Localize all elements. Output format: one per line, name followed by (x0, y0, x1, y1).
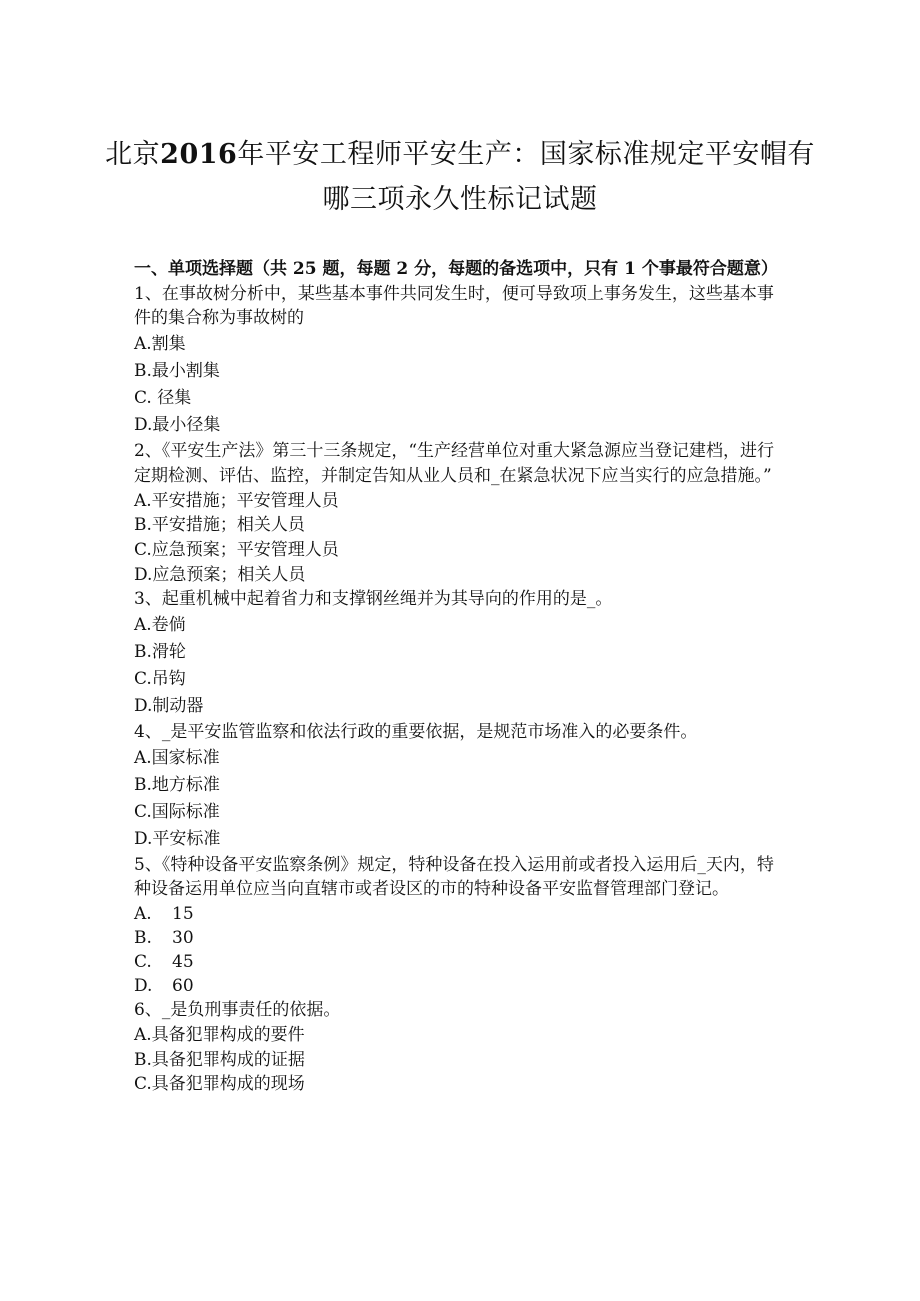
option-b: B.具备犯罪构成的证据 (134, 1049, 305, 1070)
option-a (134, 902, 784, 926)
question-text: 3、起重机械中起着省力和支撑钢丝绳并为其导向的作用的是_。 (134, 589, 613, 610)
option-b: B.地方标准 (134, 774, 220, 795)
option-value: 45 (172, 952, 194, 973)
question-5 (134, 853, 784, 998)
option-d: D.制动器 (134, 696, 204, 717)
question-text: 6、_是负刑事责任的依据。 (134, 1000, 341, 1021)
option-c: C. 径集 (134, 388, 192, 409)
question-6 (134, 998, 784, 1097)
option-c: C.具备犯罪构成的现场 (134, 1074, 305, 1095)
page-title-line-1 (100, 135, 820, 175)
document-body (134, 257, 784, 1097)
question-text: 5、《特种设备平安监察条例》规定，特种设备在投入运用前或者投入运用后_天内，特种设备运用单位应当向直辖市或者设区的市的特种设备平安监督管理部门登记。 (134, 854, 774, 900)
option-label: D. (134, 976, 153, 997)
option-value: 15 (172, 904, 194, 925)
question-text: 4、_是平安监管监察和依法行政的重要依据，是规范市场准入的必要条件。 (134, 722, 698, 743)
option-a: A.平安措施；平安管理人员 (134, 490, 339, 511)
question-1 (134, 282, 784, 439)
question-3 (134, 587, 784, 720)
question-2 (134, 439, 784, 587)
option-a: A.具备犯罪构成的要件 (134, 1024, 305, 1045)
option-a: A.割集 (134, 334, 186, 355)
option-d: D.最小径集 (134, 415, 221, 436)
option-label: C. (134, 952, 152, 973)
title-prefix: 北京 (105, 139, 161, 170)
option-label: B. (134, 928, 152, 949)
section-heading: 一、单项选择题（共 25 题，每题 2 分，每题的备选项中，只有 1 个事最符合题意） (134, 259, 778, 279)
option-c: C.应急预案；平安管理人员 (134, 539, 339, 560)
option-value: 30 (172, 928, 194, 949)
option-d: D.应急预案；相关人员 (134, 564, 306, 585)
option-b: B.滑轮 (134, 642, 186, 663)
question-text: 1、在事故树分析中，某些基本事件共同发生时，便可导致项上事务发生，这些基本事件的集合称为事故树的 (134, 283, 774, 329)
question-text: 2、《平安生产法》第三十三条规定，“生产经营单位对重大紧急源应当登记建档，进行定期检测、评估、监控，并制定告知从业人员和_在紧急状况下应当实行的应急措施。” (134, 441, 775, 486)
option-label: A. (134, 904, 152, 925)
page-title-line-2: 哪三项永久性标记试题 (322, 184, 598, 215)
option-b: B.平安措施；相关人员 (134, 515, 305, 536)
option-a: A.卷倘 (134, 615, 186, 636)
option-value: 60 (172, 976, 194, 997)
question-4 (134, 720, 784, 853)
title-suffix: 年平安工程师平安生产：国家标准规定平安帽有 (237, 139, 815, 170)
option-c: C.吊钩 (134, 669, 186, 690)
option-d: D.平安标准 (134, 828, 221, 849)
option-a: A.国家标准 (134, 747, 220, 768)
title-year: 2016 (160, 139, 238, 170)
option-c: C.国际标准 (134, 801, 220, 822)
option-b (134, 926, 784, 950)
option-c (134, 950, 784, 974)
option-d (134, 974, 784, 998)
option-b: B.最小割集 (134, 361, 220, 382)
